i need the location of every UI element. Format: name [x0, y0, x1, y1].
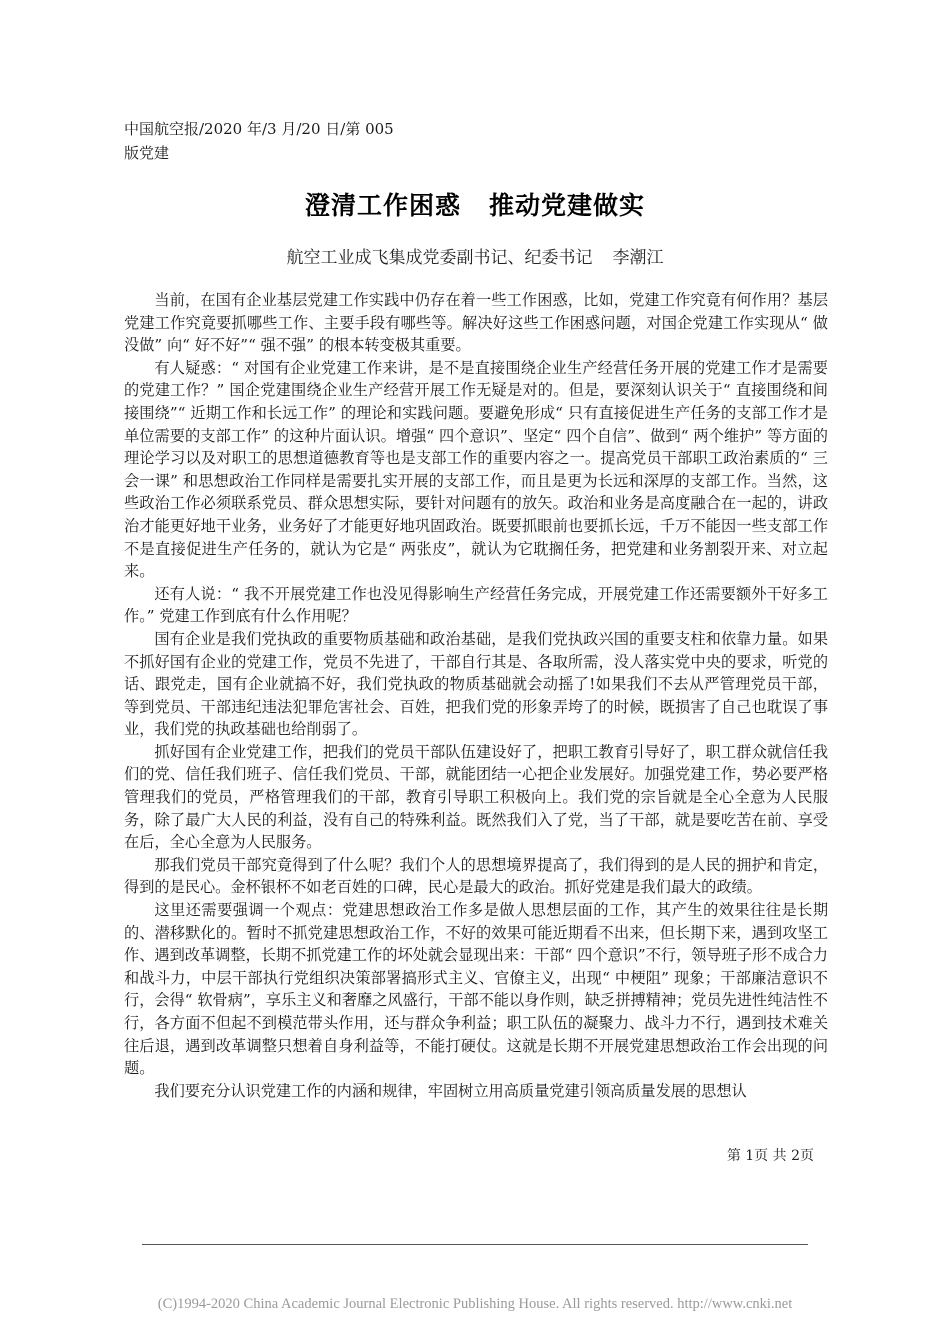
author-affiliation: 航空工业成飞集成党委副书记、纪委书记: [286, 248, 593, 268]
body-paragraph: 还有人说：“ 我不开展党建工作也没见得影响生产经营任务完成，开展党建工作还需要额外干好多工作。” 党建工作到底有什么作用呢？: [124, 584, 828, 626]
source-citation: [124, 117, 424, 165]
body-paragraph: 这里还需要强调一个观点：党建思想政治工作多是做人思想层面的工作，其产生的效果往往是长期的、潜移默化的。暂时不抓党建思想政治工作，不好的效果可能近期看不出来，但长期下来，遇到攻坚工作、遇到改革调整，长期不抓党建工作的坏处就会显现出来：干部“ 四个意识”不行，领导班子形不成合力和战斗力，中层干部执行党组织决策部署搞形式主义、官僚主义，出现“ 中梗阻” 现象；干部廉洁意识不行，会得“ 软骨病”，享乐主义和奢靡之风盛行，干部不能以身作则，缺乏拼搏精神；党员先进性纯洁性不行，各方面不但起不到模范带头作用，还与群众争利益；职工队伍的凝聚力、战斗力不行，遇到技术难关往后退，遇到改革调整只想着自身利益等，不能打硬仗。这就是长期不开展党建思想政治工作会出现的问题。: [124, 901, 828, 1078]
source-line-2: 版党建: [124, 144, 170, 162]
body-paragraph: 国有企业是我们党执政的重要物质基础和政治基础，是我们党执政兴国的重要支柱和依靠力量。如果不抓好国有企业的党建工作，党员不先进了，干部自行其是、各取所需，没人落实党中央的要求，听党的话、跟党走，国有企业就搞不好，我们党执政的物质基础就会动摇了!如果我们不去从严管理党员干部，等到党员、干部违纪违法犯罪危害社会、百姓，把我们党的形象弄垮了的时候，既损害了自己也耽误了事业，我们党的执政基础也给削弱了。: [124, 629, 828, 739]
article-body: [124, 289, 828, 1102]
copyright-footer: (C)1994-2020 China Academic Journal Electronic Publishing House. All rights reserved. http://www.cnki.net: [157, 1296, 793, 1312]
author-name: 李潮江: [612, 248, 664, 268]
page-number: 第 1页 共 2页: [726, 1148, 814, 1164]
body-paragraph: 当前，在国有企业基层党建工作实践中仍存在着一些工作困惑，比如，党建工作究竟有何作用？基层党建工作究竟要抓哪些工作、主要手段有哪些等。解决好这些工作困惑问题，对国企党建工作实现从“ 做没做” 向“ 好不好”“ 强不强” 的根本转变极其重要。: [124, 291, 828, 355]
body-paragraph: 有人疑惑：“ 对国有企业党建工作来讲，是不是直接围绕企业生产经营任务开展的党建工作才是需要的党建工作？” 国企党建围绕企业生产经营开展工作无疑是对的。但是，要深刻认识关于“ 直接围绕和间接围绕”“ 近期工作和长远工作” 的理论和实践问题。要避免形成“ 只有直接促进生产任务的支部工作才是单位需要的支部工作” 的这种片面认识。增强“ 四个意识”、坚定“ 四个自信”、做到“ 两个维护” 等方面的理论学习以及对职工的思想道德教育等也是支部工作的重要内容之一。提高党员干部职工政治素质的“ 三会一课” 和思想政治工作同样是需要扎实开展的支部工作，而且是更为长远和深厚的支部工作。当然，这些政治工作必须联系党员、群众思想实际，要针对问题有的放矢。政治和业务是高度融合在一起的，讲政治才能更好地干业务，业务好了才能更好地巩固政治。既要抓眼前也要抓长远，千万不能因一些支部工作不是直接促进生产任务的，就认为它是“ 两张皮”，就认为它耽搁任务，把党建和业务割裂开来、对立起来。: [124, 358, 828, 581]
footer-divider: [142, 1244, 808, 1245]
body-paragraph: 那我们党员干部究竟得到了什么呢？我们个人的思想境界提高了，我们得到的是人民的拥护和肯定，得到的是民心。金杯银杯不如老百姓的口碑，民心是最大的政治。抓好党建是我们最大的政绩。: [124, 855, 828, 897]
article-author: [0, 243, 950, 268]
title-part-1: 澄清工作困惑: [304, 191, 461, 220]
article-title: [0, 186, 950, 222]
source-line-1: 中国航空报/2020 年/3 月/20 日/第 005: [124, 120, 394, 138]
body-paragraph: 我们要充分认识党建工作的内涵和规律，牢固树立用高质量党建引领高质量发展的思想认: [154, 1081, 747, 1100]
body-paragraph: 抓好国有企业党建工作，把我们的党员干部队伍建设好了，把职工教育引导好了，职工群众就信任我们的党、信任我们班子、信任我们党员、干部，就能团结一心把企业发展好。加强党建工作，势必要严格管理我们的党员，严格管理我们的干部，教育引导职工积极向上。我们党的宗旨就是全心全意为人民服务，除了最广大人民的利益，没有自己的特殊利益。既然我们入了党，当了干部，就是要吃苦在前、享受在后，全心全意为人民服务。: [124, 742, 828, 852]
title-part-2: 推动党建做实: [489, 191, 646, 220]
